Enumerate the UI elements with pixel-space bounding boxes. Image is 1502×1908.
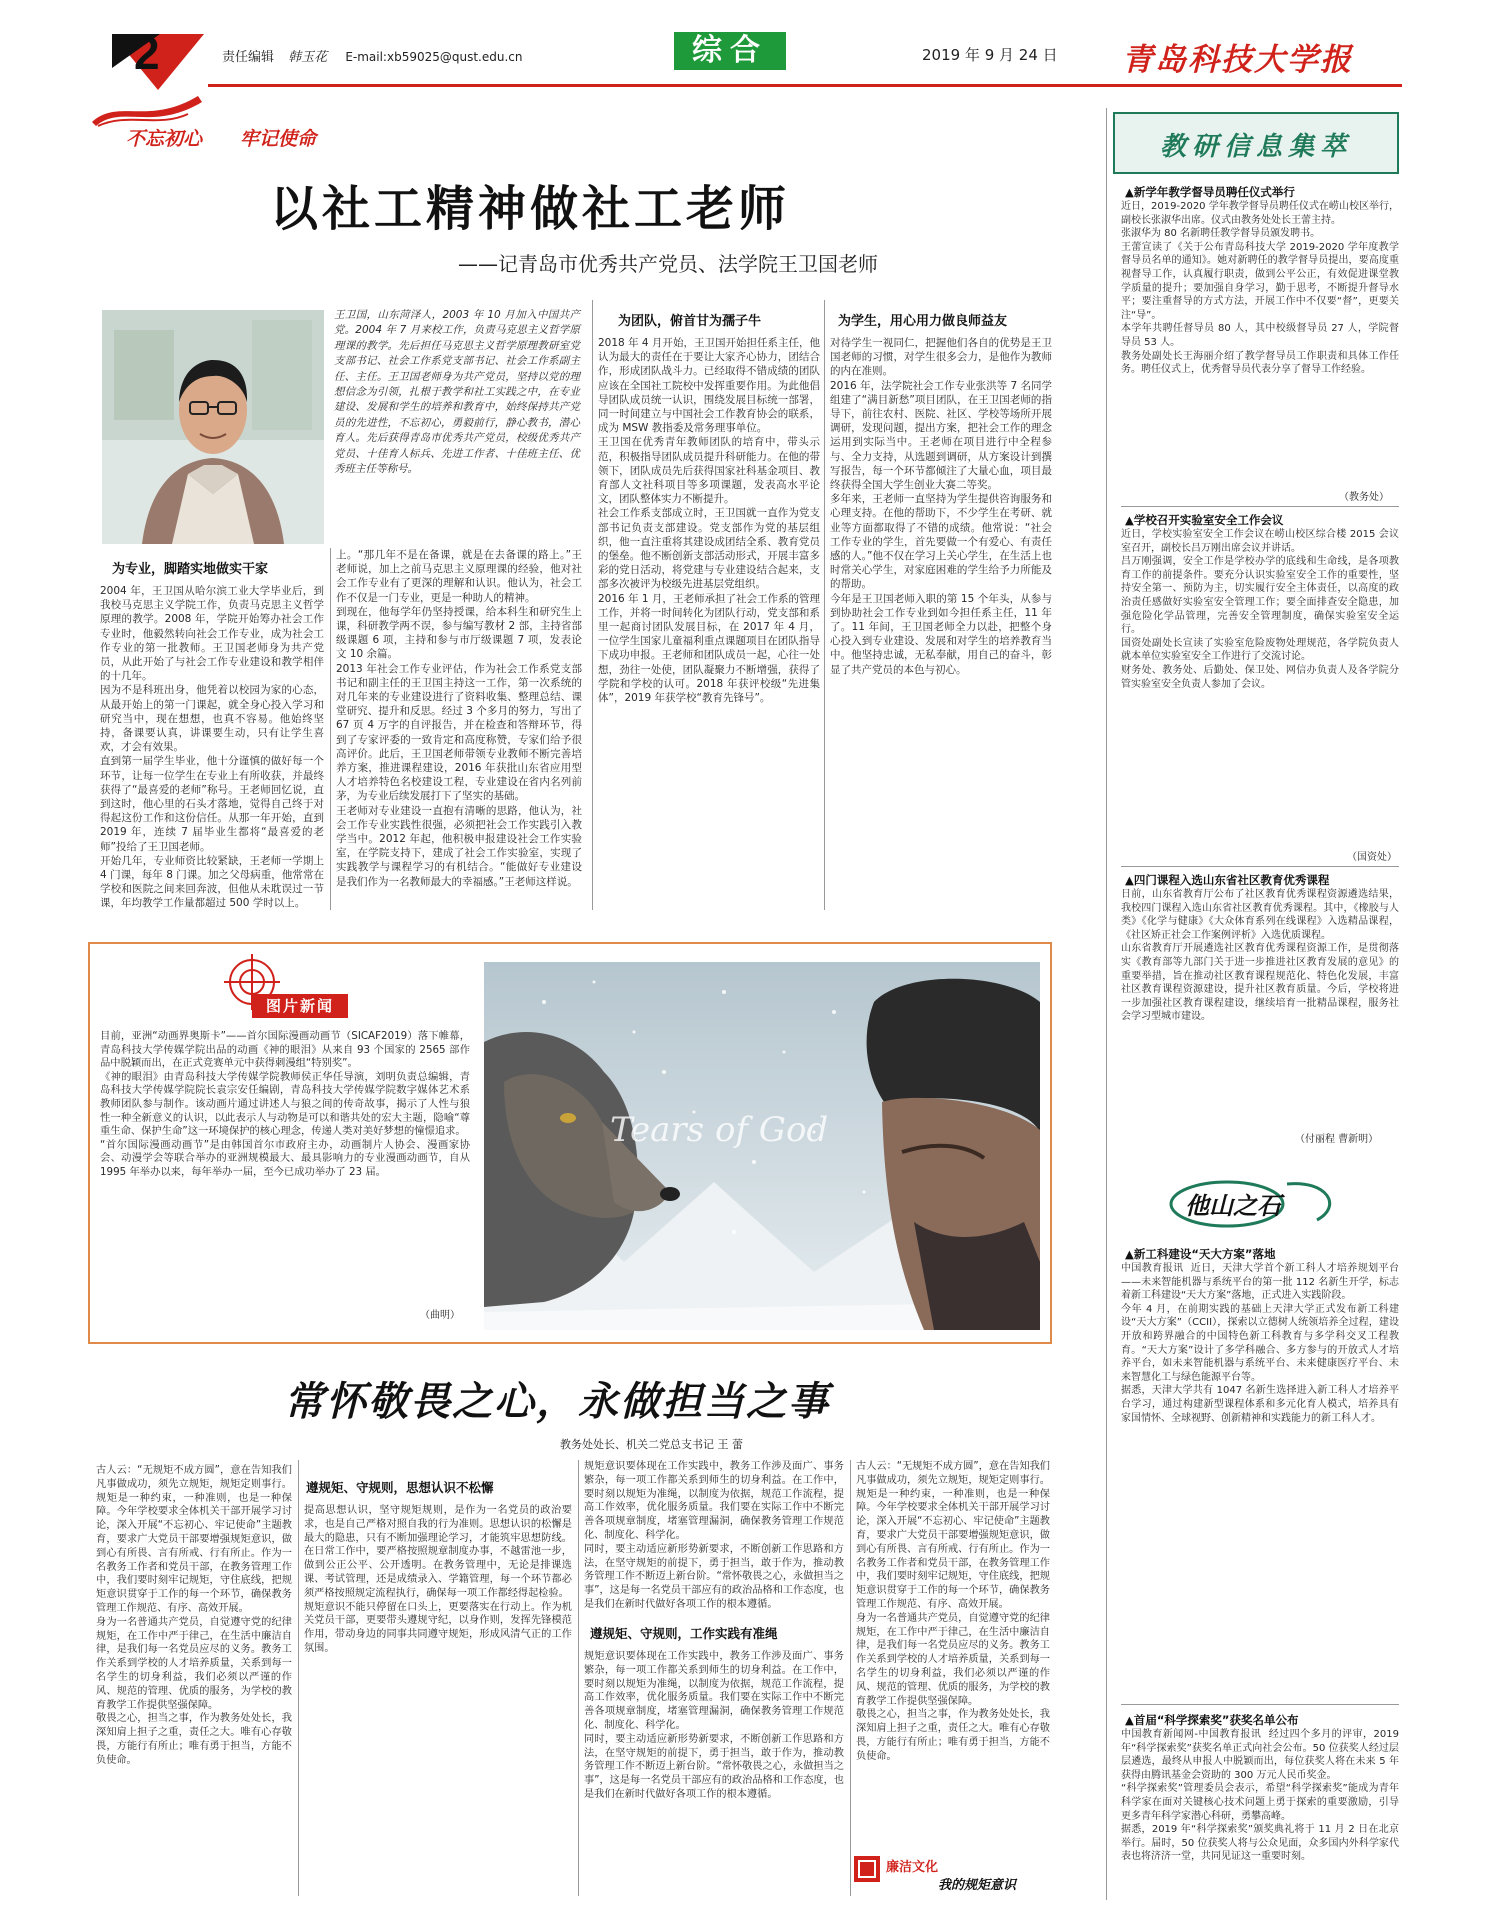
- article2-byline: 教务处处长、机关二党总支书记 王 蕾: [560, 1438, 743, 1451]
- article2-heading: 遵规矩、守规则，思想认识不松懈: [306, 1480, 494, 1495]
- seal-icon: [852, 1854, 882, 1884]
- editor-name: 韩玉花: [288, 50, 328, 65]
- slogan-2: 牢记使命: [240, 128, 317, 150]
- article-intro: 王卫国，山东菏泽人，2003 年 10 月加入中国共产党。2004 年 7 月来校工作，负责马克思主义哲学原理课的教学。先后担任马克思主义哲学原理教研室党支部书记、社会工作系党支部书记、社会工作系副主任、主任。王卫国老师身为共产党员，坚持以党的理想信念为引领，扎根于教学和社工实践之中，在专业建设、发展和学生的培养和教育中，始终保持共产党员的先进性，不忘初心，勇毅前行，静心教书，潜心育人。先后获得青岛市优秀共产党员，校级优秀共产党员、十佳育人标兵、先进工作者、十佳班主任、优秀班主任等称号。: [334, 309, 580, 476]
- sidebar-item-credit: （国资处）: [1347, 852, 1397, 863]
- sidebar-divider: [1121, 1704, 1399, 1705]
- sidebar-item-text: 中国教育报讯 近日，天津大学首个新工科人才培养规划平台——未来智能机器与系统平台的第一批 112 名新生开学，标志着新工科建设“天大方案”落地，正式进入实践阶段。 今年 4 月，在前期实践的基础上天津大学正式发布新工科建设“天大方案”（CCII），探索以立德树人统领培养全过程，建设开放和跨界融合的中国特色新工科教育与多学科交叉工程教育。“天大方案”设计了多学科融合、多方参与的开放式人才培养平台，如未来智能机器与系统平台、未来健康医疗平台、未来智慧化工与绿色能源平台等。 据悉，天津大学共有 1047 名新生选择进入新工科人才培养平台学习，通过构建新型课程体系和多元化育人模式，培养具有家国情怀、全球视野、创新精神和实践能力的新工科人才。: [1121, 1263, 1399, 1424]
- section-heading: 为学生，用心用力做良师益友: [838, 314, 1008, 329]
- slogan-1: 不忘初心: [126, 128, 203, 150]
- header-rule: [208, 84, 1402, 87]
- integrity-badge-subtitle: 我的规矩意识: [938, 1878, 1017, 1893]
- section-body: 对待学生一视同仁，把握他们各自的优势是王卫国老师的习惯，对学生很多会力，是他作为教师的内在准则。 2016 年，法学院社会工作专业张洪等 7 名同学组建了“满目新愁”项目团队，在王卫国老师的指导下，前往农村、医院、社区、学校等场所开展调研，发现问题，提出方案，把社会工作的理念运用到实际当中。王老师在项目进行中全程参与、全力支持，从选题到调研，从方案设计到撰写报告，每一个环节都倾注了大量心血，项目最终获得全国大学生创业大赛二等奖。 多年来，王老师一直坚持为学生提供咨询服务和心理支持。在他的帮助下，不少学生在考研、就业等方面都取得了不错的成绩。他常说：“社会工作专业的学生，首先要做一个有爱心、有责任感的人。”他不仅在学习上关心学生，在生活上也时常关心学生，对家庭困难的学生给予力所能及的帮助。 今年是王卫国老师入职的第 15 个年头，从参与到协助社会工作专业到如今担任系主任，11 年了。11 年间，王卫国老师全力以赴，把整个身心投入到专业建设、发展和对学生的培养教育当中。他坚持忠诚，无私奉献，用自己的奋斗，彰显了共产党员的本色与初心。: [830, 337, 1052, 676]
- article2-title: 常怀敬畏之心，永做担当之事: [284, 1378, 830, 1425]
- sidebar-item-text: 日前，山东省教育厅公布了社区教育优秀课程资源遴选结果，我校四门课程入选山东省社区教育优秀课程。其中，《橡胶与人类》《化学与健康》《大众体育系列在线课程》入选精品课程，《社区矫正社会工作案例评析》入选优质课程。 山东省教育厅开展遴选社区教育优秀课程资源工作，是贯彻落实《教育部等九部门关于进一步推进社区教育发展的意见》的重要举措，旨在推动社区教育课程规范化、特色化发展，丰富社区教育课程资源建设，提升社区教育质量。今后，学校将进一步加强社区教育课程建设，继续培育一批精品课程，服务社会学习型城市建设。: [1121, 889, 1399, 1023]
- editor-email: E-mail:xb59025@qust.edu.cn: [345, 50, 523, 64]
- column-rule: [298, 1460, 299, 1896]
- flag-icon: [88, 92, 208, 128]
- article2-body: 古人云：“无规矩不成方圆”，意在告知我们凡事做成功，须先立规矩，规矩定则事行。规矩是一种约束，一种准则，也是一种保障。今年学校要求全体机关干部开展学习讨论，深入开展“不忘初心、牢记使命”主题教育，要求广大党员干部要增强规矩意识，做到心有所畏、言有所戒、行有所止。作为一名教务工作者和党员干部，在教务管理工作中，我们要时刻牢记规矩，守住底线，把规矩意识贯穿于工作的每一个环节，确保教务管理工作规范、有序、高效开展。 身为一名普通共产党员，自觉遵守党的纪律规矩，在工作中严于律己，在生活中廉洁自律，是我们每一名党员应尽的义务。教务工作关系到学校的人才培养质量，关系到每一名学生的切身利益，我们必须以严谨的作风、规范的管理、优质的服务，为学校的教育教学工作提供坚强保障。 敬畏之心，担当之事，作为教务处处长，我深知肩上担子之重，责任之大。唯有心存敬畏，方能行有所止；唯有勇于担当，方能不负使命。: [856, 1461, 1050, 1762]
- section-name: 综合: [674, 32, 786, 70]
- slogan-banner: [88, 92, 328, 154]
- sidebar-divider: [1121, 866, 1399, 867]
- article2-body: 规矩意识要体现在工作实践中，教务工作涉及面广、事务繁杂，每一项工作都关系到师生的切身利益。在工作中，要时刻以规矩为准绳，以制度为依据，规范工作流程，提高工作效率，优化服务质量。我们要在实际工作中不断完善各项规章制度，堵塞管理漏洞，确保教务管理工作规范化、制度化、科学化。 同时，要主动适应新形势新要求，不断创新工作思路和方法，在坚守规矩的前提下，勇于担当，敢于作为，推动教务管理工作不断迈上新台阶。“常怀敬畏之心，永做担当之事”，这是每一名党员干部应有的政治品格和工作态度，也是我们在新时代做好各项工作的根本遵循。: [584, 1651, 844, 1800]
- section-heading: 为团队，俯首甘为孺子牛: [618, 314, 762, 329]
- article2-body: 古人云：“无规矩不成方圆”，意在告知我们凡事做成功，须先立规矩，规矩定则事行。规矩是一种约束，一种准则，也是一种保障。今年学校要求全体机关干部开展学习讨论，深入开展“不忘初心、牢记使命”主题教育，要求广大党员干部要增强规矩意识，做到心有所畏、言有所戒、行有所止。作为一名教务工作者和党员干部，在教务管理工作中，我们要时刻牢记规矩，守住底线，把规矩意识贯穿于工作的每一个环节，确保教务管理工作规范、有序、高效开展。 身为一名普通共产党员，自觉遵守党的纪律规矩，在工作中严于律己，在生活中廉洁自律，是我们每一名党员应尽的义务。教务工作关系到学校的人才培养质量，关系到每一名学生的切身利益，我们必须以严谨的作风、规范的管理、优质的服务，为学校的教育教学工作提供坚强保障。 敬畏之心，担当之事，作为教务处处长，我深知肩上担子之重，责任之大。唯有心存敬畏，方能行有所止；唯有勇于担当，方能不负使命。: [96, 1465, 292, 1766]
- column-rule: [578, 1460, 579, 1896]
- article2-body: 提高思想认识，坚守规矩规则，是作为一名党员的政治要求，也是自己严格对照自我的行为准则。思想认识的松懈是最大的隐患，只有不断加强理论学习，才能筑牢思想防线。在日常工作中，要严格按照规章制度办事，不越雷池一步，做到公正公平、公开透明。在教务管理中，无论是排课选课、考试管理，还是成绩录入、学籍管理，每一个环节都必须严格按照规定流程执行，确保每一项工作都经得起检验。 规矩意识不能只停留在口头上，更要落实在行动上。作为机关党员干部，更要带头遵规守纪，以身作则，发挥先锋模范作用，带动身边的同事共同遵守规矩，形成风清气正的工作氛围。: [304, 1505, 572, 1654]
- sidebar-item-credit: （付丽程 曹新明）: [1295, 1134, 1379, 1145]
- issue-date: 2019 年 9 月 24 日: [922, 46, 1058, 64]
- article-title: 以社工精神做社工老师: [270, 181, 791, 237]
- article2-heading: 遵规矩、守规则，工作实践有准绳: [590, 1626, 778, 1641]
- sidebar-title: 教研信息集萃: [1159, 132, 1352, 162]
- article-subtitle: ——记青岛市优秀共产党员、法学院王卫国老师: [458, 252, 878, 276]
- integrity-badge-label: 廉洁文化: [886, 1860, 939, 1875]
- sidebar-item-title: ▲首届“科学探索奖”获奖名单公布: [1125, 1713, 1299, 1727]
- sidebar: [1106, 108, 1405, 1900]
- page-header: [112, 28, 1402, 88]
- sidebar-item-text: 近日，学校实验室安全工作会议在崂山校区综合楼 2015 会议室召开，副校长吕万刚出席会议并讲话。 吕万刚强调，安全工作是学校办学的底线和生命线，是各项教育工作的前提条件。要充分认识实验室安全工作的重要性，坚持安全第一、预防为主，切实履行安全主体责任，以高度的政治责任感做好实验室安全管理工作；要全面排查安全隐患，加强危险化学品管理，完善安全管理制度，确保实验室安全运行。 国资处副处长宣读了实验室危险废物处理规范，各学院负责人就本单位实验室安全工作进行了交流讨论。 财务处、教务处、后勤处、保卫处、网信办负责人及各学院分管实验室安全负责人参加了会议。: [1121, 529, 1399, 690]
- page-number-badge: [112, 28, 212, 92]
- section-body: 2004 年，王卫国从哈尔滨工业大学毕业后，到我校马克思主义学院工作，负责马克思主义哲学原理的教学。2008 年，学院开始筹办社会工作专业时，他毅然转向社会工作专业，成为社会工作专业的第一批教师。王卫国老师身为共产党员，从此开始了与社会工作专业建设和教学相伴的十几年。 因为不是科班出身，他凭着以校园为家的心态，从最开始上的第一门课起，就全身心投入学习和研究当中，现在想想，也真不容易。他始终坚持，备课要认真，讲课要生动，只有让学生喜欢，才会有效果。 直到第一届学生毕业，他十分谨慎的做好每一个环节，让每一位学生在专业上有所收获，并最终获得了“最喜爱的老师”称号。王老师回忆说，直到这时，他心里的石头才落地，觉得自己终于对得起这份工作和这份信任。从那一年开始，直到 2019 年，连续 7 届毕业生都将“最喜爱的老师”投给了王卫国老师。 开始几年，专业师资比较紧缺，王老师一学期上 4 门课，每年 8 门课。加之父母病重，他常常在学校和医院之间来回奔波，但他从未耽误过一节课，年均教学工作量都超过 500 学时以上。: [100, 585, 324, 910]
- sidebar-item-title: ▲新学年教学督导员聘任仪式举行: [1125, 185, 1295, 199]
- column-rule: [824, 300, 825, 910]
- author-photo: [102, 310, 324, 544]
- sidebar-item-credit: （教务处）: [1339, 492, 1389, 503]
- sidebar-item-text: 中国教育新闻网-中国教育报讯 经过四个多月的评审，2019 年“科学探索奖”获奖名单正式向社会公布。50 位获奖人经过层层遴选，最终从申报人中脱颖而出，每位获奖人将在未来 5 年获得由腾讯基金会资助的 300 万元人民币奖金。 “科学探索奖”管理委员会表示，希望“科学探索奖”能成为青年科学家在面对关键核心技术问题上勇于探索的重要激励，引导更多青年科学家潜心科研，勇攀高峰。 据悉，2019 年“科学探索奖”颁奖典礼将于 11 月 2 日在北京举行。届时，50 位获奖人将与公众见面，众多国内外科学家代表也将济济一堂，共同见证这一重要时刻。: [1121, 1729, 1399, 1863]
- animation-caption: Tears of God: [610, 1110, 829, 1150]
- sidebar-item-title: ▲学校召开实验室安全工作会议: [1125, 513, 1284, 527]
- editor-info: [222, 46, 523, 65]
- article2-body: 规矩意识要体现在工作实践中，教务工作涉及面广、事务繁杂，每一项工作都关系到师生的切身利益。在工作中，要时刻以规矩为准绳，以制度为依据，规范工作流程，提高工作效率，优化服务质量。我们要在实际工作中不断完善各项规章制度，堵塞管理漏洞，确保教务管理工作规范化、制度化、科学化。 同时，要主动适应新形势新要求，不断创新工作思路和方法，在坚守规矩的前提下，勇于担当，敢于作为，推动教务管理工作不断迈上新台阶。“常怀敬畏之心，永做担当之事”，这是每一名党员干部应有的政治品格和工作态度，也是我们在新时代做好各项工作的根本遵循。: [584, 1461, 844, 1610]
- editor-label: 责任编辑: [222, 50, 275, 65]
- sidebar-item-text: 近日，2019-2020 学年教学督导员聘任仪式在崂山校区举行，副校长张淑华出席。仪式由教务处处长王蕾主持。 张淑华为 80 名新聘任教学督导员颁发聘书。 王蕾宣读了《关于公布青岛科技大学 2019-2020 学年度教学督导员名单的通知》。她对新聘任的教学督导员提出，要高度重视督导工作，认真履行职责，做到公平公正，有效促进课堂教学质量的提升；要加强自身学习，勤于思考，不断提升督导水平；要注重督导的方式方法，开展工作中不仅要“督”，更要关注“导”。 本学年共聘任督导员 80 人，其中校级督导员 27 人，学院督导员 53 人。 教务处副处长王海丽介绍了教学督导员工作职责和具体工作任务。聘任仪式上，优秀督导员代表分享了督导工作经验。: [1121, 201, 1399, 376]
- masthead: 青岛科技大学报: [1122, 42, 1353, 78]
- column-rule: [850, 1460, 851, 1896]
- section-body: 上。“那几年不是在备课，就是在去备课的路上。”王老师说，加上之前马克思主义原理课的经验，他对社会工作专业有了更深的理解和认识。他认为，社会工作不仅是一门专业，更是一种助人的精神。 到现在，他每学年仍坚持授课，给本科生和研究生上课，科研教学两不误，参与编写教材 2 部，主持省部级课题 6 项，主持和参与市厅级课题 7 项，发表论文 10 余篇。 2013 年社会工作专业评估，作为社会工作系党支部书记和副主任的王卫国主持这一工作，第一次系统的对几年来的专业建设进行了资料收集、整理总结、课堂研究、提升和反思。经过 3 个多月的努力，写出了 67 页 4 万字的自评报告，并在检查和答辩环节，得到了专家评委的一致肯定和高度称赞，专家们给予很高评价。此后，王卫国老师带领专业教师不断完善培养方案，推进课程建设，2016 年获批山东省应用型人才培养特色名校建设工程，专业建设在省内名列前茅，为专业后续发展打下了坚实的基础。 王老师对专业建设一直抱有清晰的思路，他认为，社会工作专业实践性很强，必须把社会工作实践引入教学当中。2012 年起，他积极申报建设社会工作实验室，在学院支持下，建成了社会工作实验室，实现了实践教学与课程学习的有机结合。“能做好专业建设是我们作为一名教师最大的幸福感。”王老师这样说。: [336, 549, 582, 888]
- sidebar-divider: [1121, 506, 1399, 507]
- photo-news-text: 目前，亚洲“动画界奥斯卡”——首尔国际漫画动画节（SICAF2019）落下帷幕，青岛科技大学传媒学院出品的动画《神的眼泪》从来自 93 个国家的 2565 部作品中脱颖而出，在正式竞赛单元中获得刺漫组“特别奖”。 《神的眼泪》由青岛科技大学传媒学院教师侯正华任导演，刘明负责总编辑，青岛科技大学传媒学院院长袁宗安任编剧，青岛科技大学传媒学院数字媒体艺术系教师团队参与制作。该动画片通过讲述人与狼之间的传奇故事，揭示了人性与狼性一种全新意义的认识，以此表示人与动物是可以和谐共处的宏大主题，隐喻“尊重生命、保护生命”这一环境保护的核心理念，传递人类对美好梦想的憧憬追求。 “首尔国际漫画动画节”是由韩国首尔市政府主办，动画制片人协会、漫画家协会、动漫学会等联合举办的亚洲规模最大、最具影响力的专业漫画动画节，自从 1995 年举办以来，每年举办一届，至今已成功举办了 23 届。: [100, 1030, 470, 1178]
- column-rule: [592, 300, 593, 910]
- page-number: 2: [134, 27, 160, 79]
- tashan-banner: [1167, 1176, 1347, 1228]
- tashan-title: 他山之石: [1185, 1191, 1281, 1220]
- section-body: 2018 年 4 月开始，王卫国开始担任系主任，他认为最大的责任在于要让大家齐心协力，团结合作，形成团队战斗力。已经取得不错成绩的团队应该在全国社工院校中发挥重要作用。为此他倡导团队成员统一认识，围绕发展目标统一部署，同一时间建立与中国社会工作教育协会的联系，成为 MSW 教指委及常务理事单位。 王卫国在优秀青年教师团队的培育中，带头示范，积极指导团队成员提升科研能力。在他的带领下，团队成员先后获得国家社科基金项目、教育部人文社科项目等多项课题，发表高水平论文，团队整体实力不断提升。 社会工作系支部成立时，王卫国就一直作为党支部书记负责支部建设。党支部作为党的基层组织，他一直注重将其建设成团结全系、教育党员的堡垒。他不断创新支部活动形式，开展丰富多彩的党日活动，将党建与专业建设结合起来，支部多次被评为校级先进基层党组织。 2016 年 1 月，王老师承担了社会工作系的管理工作，并将一时间转化为团队行动，党支部和系里一起商讨团队发展目标，在 2017 年 4 月，一位学生国家儿童福利重点课题项目在团队指导下成功申报。王老师和团队成员一起，心往一处想，劲往一处使，团队凝聚力不断增强，获得了学院和学校的认可。2018 年获评校级“先进集体”，2019 年获学校“教育先锋号”。: [598, 337, 820, 705]
- integrity-badge: [852, 1852, 1052, 1892]
- sidebar-item-title: ▲四门课程入选山东省社区教育优秀课程: [1125, 873, 1330, 887]
- column-rule: [330, 548, 331, 910]
- section-heading: 为专业，脚踏实地做实干家: [112, 562, 269, 577]
- photo-news-credit: （曲明）: [420, 1310, 460, 1321]
- sidebar-title-box: [1113, 112, 1399, 174]
- photo-news-label: 图片新闻: [252, 994, 348, 1018]
- sidebar-item-title: ▲新工科建设“天大方案”落地: [1125, 1247, 1276, 1261]
